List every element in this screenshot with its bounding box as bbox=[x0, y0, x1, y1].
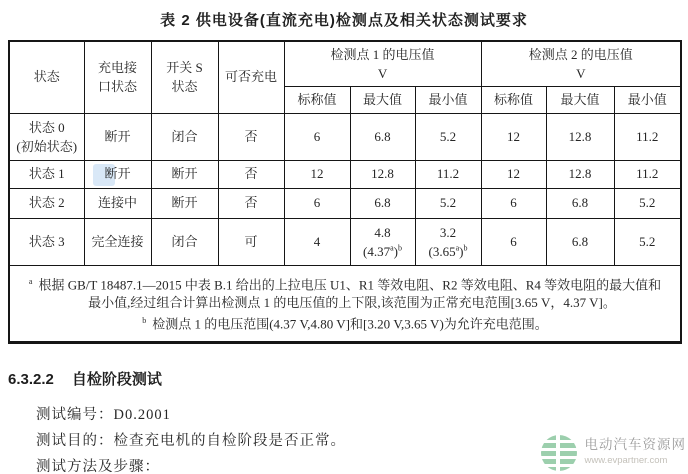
subheader-p2-nominal: 标称值 bbox=[481, 86, 546, 113]
section-body bbox=[36, 402, 608, 474]
subheader-p1-max: 最大值 bbox=[350, 86, 415, 113]
footnote-cell bbox=[9, 265, 681, 342]
col-header-point1 bbox=[284, 41, 481, 86]
footnote-b-text: 检测点 1 的电压范围(4.37 V,4.80 V]和[3.20 V,3.65 V)为允许充电范围。 bbox=[152, 316, 548, 332]
col-header-point2-unit: V bbox=[576, 65, 586, 81]
evpartner-logo-icon bbox=[541, 435, 577, 471]
footnote-a-text1: 根据 GB/T 18487.1—2015 中表 B.1 给出的上拉电压 U1、R1 等效电阻、R2 等效电阻、R4 等效电阻的最大值和 bbox=[38, 277, 662, 292]
subheader-p1-nominal: 标称值 bbox=[284, 86, 350, 113]
p1-min-value: 3.2 bbox=[439, 224, 457, 240]
test-steps-line: 测试方法及步骤： bbox=[36, 459, 160, 474]
footnote-b-line bbox=[10, 312, 680, 333]
footnote-row bbox=[9, 265, 681, 342]
table-caption: 表 2 供电设备(直流充电)检测点及相关状态测试要求 bbox=[160, 12, 528, 29]
cell-state3-p2-max: 6.8 bbox=[546, 218, 614, 265]
cell-state1-p2-min: 11.2 bbox=[614, 160, 681, 188]
col-header-switch bbox=[151, 41, 218, 113]
col-header-point2-title: 检测点 2 的电压值 bbox=[528, 46, 633, 62]
cell-state0-name bbox=[9, 113, 84, 160]
col-header-switch-line1: 开关 S bbox=[166, 60, 203, 76]
subheader-p1-min: 最小值 bbox=[415, 86, 481, 113]
state0-line1: 状态 0 bbox=[28, 119, 65, 135]
col-header-switch-line2: 状态 bbox=[171, 79, 198, 95]
cell-state3-p1-max bbox=[350, 218, 415, 265]
p1-min-sup-b: b bbox=[463, 243, 468, 253]
p1-min-sup-a: a bbox=[455, 243, 460, 253]
cell-state2-chargeable: 否 bbox=[218, 188, 284, 218]
cell-state1-interface bbox=[84, 160, 151, 188]
cell-state3-switch: 闭合 bbox=[151, 218, 218, 265]
table-row-state0 bbox=[9, 113, 681, 160]
col-header-point2 bbox=[481, 41, 681, 86]
table-row-state2 bbox=[9, 188, 681, 218]
col-header-interface-line1: 充电接 bbox=[97, 60, 137, 76]
section-number: 6.3.2.2 bbox=[8, 371, 54, 388]
p1-min-range-close: ) bbox=[459, 243, 464, 259]
cell-state2-interface: 连接中 bbox=[84, 188, 151, 218]
cell-state2-p1-max: 6.8 bbox=[350, 188, 415, 218]
cell-state1-p1-nominal: 12 bbox=[284, 160, 350, 188]
p1-max-range bbox=[351, 242, 415, 261]
footnote-a-marker: a bbox=[28, 276, 33, 286]
cell-state2-p1-min: 5.2 bbox=[415, 188, 481, 218]
cell-state1-p1-max: 12.8 bbox=[350, 160, 415, 188]
col-header-state: 状态 bbox=[9, 41, 84, 113]
test-id-line: 测试编号：D0.2001 bbox=[36, 407, 171, 423]
cell-state0-chargeable: 否 bbox=[218, 113, 284, 160]
cell-state1-name: 状态 1 bbox=[9, 160, 84, 188]
section-title: 自检阶段测试 bbox=[71, 371, 162, 388]
col-header-chargeable: 可否充电 bbox=[218, 41, 284, 113]
cell-state2-switch: 断开 bbox=[151, 188, 218, 218]
cell-state3-chargeable: 可 bbox=[218, 218, 284, 265]
cell-state3-interface: 完全连接 bbox=[84, 218, 151, 265]
cell-state2-p2-min: 5.2 bbox=[614, 188, 681, 218]
p1-max-sup-b: b bbox=[398, 243, 402, 253]
watermark-text bbox=[585, 437, 687, 469]
p1-max-value: 4.8 bbox=[374, 224, 391, 240]
cell-state3-p1-nominal: 4 bbox=[284, 218, 350, 265]
cell-state1-p1-min: 11.2 bbox=[415, 160, 481, 188]
state0-line2: (初始状态) bbox=[16, 138, 78, 154]
watermark-site-url: www.evpartner.com bbox=[584, 455, 668, 466]
col-header-point1-unit: V bbox=[377, 65, 388, 81]
footnote-b-marker: b bbox=[142, 316, 147, 325]
col-header-interface-line2: 口状态 bbox=[97, 79, 137, 95]
dc-charging-test-table bbox=[8, 40, 682, 344]
cell-state0-switch: 闭合 bbox=[151, 113, 218, 160]
footnote-a-line1 bbox=[10, 273, 680, 294]
cell-state3-p1-min bbox=[415, 218, 481, 265]
cell-state3-name: 状态 3 bbox=[9, 218, 84, 265]
p1-max-range-close: ) bbox=[393, 243, 398, 259]
p1-max-sup-a: a bbox=[390, 243, 394, 253]
cell-state1-p2-nominal: 12 bbox=[481, 160, 546, 188]
col-header-point1-title: 检测点 1 的电压值 bbox=[330, 46, 435, 62]
site-watermark bbox=[541, 435, 687, 471]
table-row-state3 bbox=[9, 218, 681, 265]
p1-min-range-open: (3.65 bbox=[428, 243, 456, 259]
table-row-state1 bbox=[9, 160, 681, 188]
cell-state0-p2-min: 11.2 bbox=[614, 113, 681, 160]
header-row-1 bbox=[9, 41, 681, 86]
cell-state0-p1-min: 5.2 bbox=[415, 113, 481, 160]
footnote-a-line2: 最小值,经过组合计算出检测点 1 的电压值的上下限,该范围为正常充电范围[3.65 V，4.37 V]。 bbox=[88, 295, 616, 310]
subheader-p2-max: 最大值 bbox=[546, 86, 614, 113]
cell-state2-p2-max: 6.8 bbox=[546, 188, 614, 218]
cell-state0-p2-max: 12.8 bbox=[546, 113, 614, 160]
p1-max-range-open: (4.37 bbox=[363, 243, 391, 259]
test-purpose-line: 测试目的：检查充电机的自检阶段是否正常。 bbox=[36, 433, 346, 449]
col-header-interface bbox=[84, 41, 151, 113]
cell-state0-p2-nominal: 12 bbox=[481, 113, 546, 160]
cell-state1-interface-text: 断开 bbox=[104, 166, 131, 181]
p1-min-range bbox=[416, 242, 481, 261]
subheader-p2-min: 最小值 bbox=[614, 86, 681, 113]
section-6322 bbox=[8, 368, 608, 474]
cell-state1-switch: 断开 bbox=[151, 160, 218, 188]
watermark-site-name: 电动汽车资源网 bbox=[584, 437, 686, 452]
cell-state1-p2-max: 12.8 bbox=[546, 160, 614, 188]
section-heading bbox=[8, 368, 608, 389]
cell-state3-p2-nominal: 6 bbox=[481, 218, 546, 265]
cell-state0-p1-max: 6.8 bbox=[350, 113, 415, 160]
cell-state2-p1-nominal: 6 bbox=[284, 188, 350, 218]
cell-state2-name: 状态 2 bbox=[9, 188, 84, 218]
cell-state0-interface: 断开 bbox=[84, 113, 151, 160]
cell-state2-p2-nominal: 6 bbox=[481, 188, 546, 218]
cell-state1-chargeable: 否 bbox=[218, 160, 284, 188]
cell-state0-p1-nominal: 6 bbox=[284, 113, 350, 160]
cell-state3-p2-min: 5.2 bbox=[614, 218, 681, 265]
